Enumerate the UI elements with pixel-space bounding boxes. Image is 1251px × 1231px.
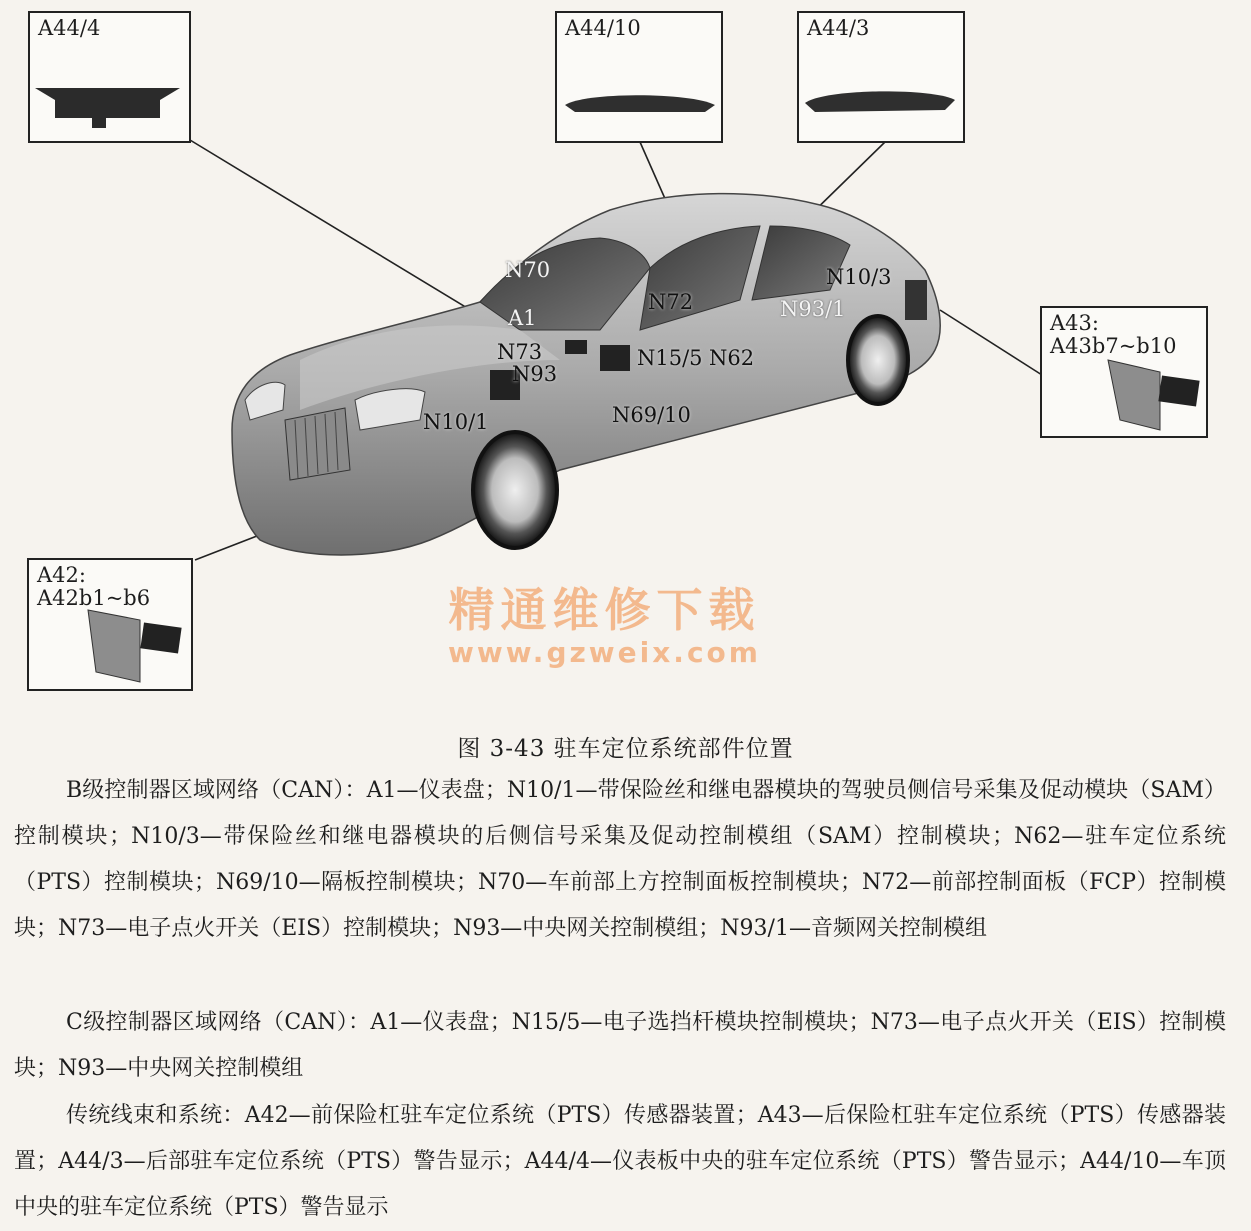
callout-n93: N93: [512, 362, 558, 386]
legend-paragraph-wiring: 传统线束和系统：A42—前保险杠驻车定位系统（PTS）传感器装置；A43—后保险杠驻车定位系统（PTS）传感器装置；A44/3—后部驻车定位系统（PTS）警告显示；A44/4—仪表板中央的驻车定位系统（PTS）警告显示；A44/10—车顶中央的驻车定位系统（PTS）警告显示: [14, 1103, 1226, 1220]
car-body: [232, 194, 940, 555]
callout-n70: N70: [505, 258, 551, 282]
callout-a1: A1: [508, 306, 537, 330]
watermark: [448, 574, 761, 669]
inset-a44-4: [28, 11, 191, 143]
watermark-url: www.gzweix.com: [448, 636, 761, 669]
inset-label: A44/10: [565, 16, 641, 40]
legend-paragraph-b-can: B级控制器区域网络（CAN）：A1—仪表盘；N10/1—带保险丝和继电器模块的驾驶员侧信号采集及促动模块（SAM）控制模块；N10/3—带保险丝和继电器模块的后侧信号采集及促动控制模组（SAM）控制模块；N62—驻车定位系统（PTS）控制模块；N69/10—隔板控制模块；N70—车前部上方控制面板控制模块；N72—前部控制面板（FCP）控制模块；N73—电子点火开关（EIS）控制模块；N93—中央网关控制模组；N93/1—音频网关控制模组: [14, 778, 1226, 941]
callout-n69-10: N69/10: [612, 403, 691, 427]
legend-paragraph-c-can: C级控制器区域网络（CAN）：A1—仪表盘；N15/5—电子选挡杆模块控制模块；N73—电子点火开关（EIS）控制模块；N93—中央网关控制模组: [14, 1010, 1226, 1081]
callout-n72: N72: [648, 290, 694, 314]
inset-label: A44/3: [807, 16, 870, 40]
watermark-chinese: 精通维修下载: [448, 583, 761, 637]
inset-a44-10: [555, 11, 723, 143]
callout-n10-1: N10/1: [423, 410, 489, 434]
callout-n62: N62: [709, 346, 755, 370]
callout-n10-3: N10/3: [826, 265, 892, 289]
inset-a44-3: [797, 11, 965, 143]
figure-caption: 图 3-43 驻车定位系统部件位置: [457, 736, 794, 762]
inset-a42: [27, 558, 193, 691]
inset-a43: [1040, 306, 1208, 438]
inset-label: A44/4: [38, 16, 101, 40]
inset-label: A43: A43b7~b10: [1050, 311, 1177, 358]
callout-n93-1: N93/1: [780, 297, 846, 321]
callout-n73: N73: [497, 340, 543, 364]
callout-n15-5: N15/5: [637, 346, 703, 370]
inset-label: A42: A42b1~b6: [37, 563, 151, 610]
